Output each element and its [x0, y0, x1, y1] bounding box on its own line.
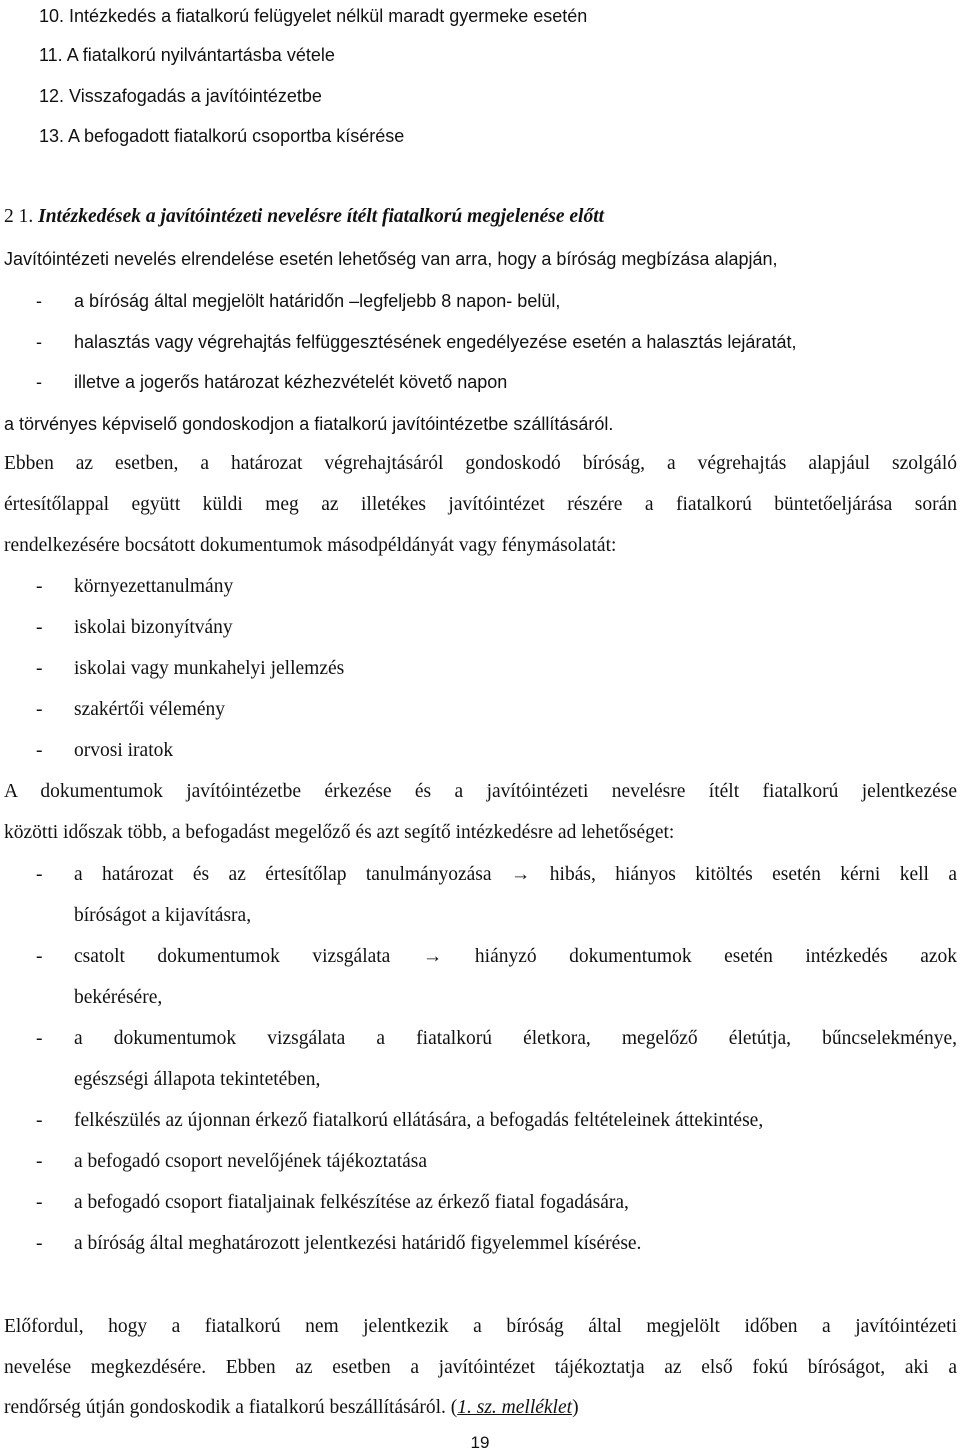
dash-bullet: -	[36, 658, 43, 679]
list-item: 12. Visszafogadás a javítóintézetbe	[39, 86, 322, 106]
list-item: a bíróság által megjelölt határidőn –legfeljebb 8 napon- belül,	[74, 291, 561, 311]
dash-bullet: -	[36, 946, 43, 967]
paragraph-line: Ebben az esetben, a határozat végrehajtásáról gondoskodó bíróság, a végrehajtás alapjául szolgáló	[4, 453, 957, 474]
paragraph-text: rendőrség útján gondoskodik a fiatalkorú beszállításáról. (	[4, 1397, 458, 1418]
page-number: 19	[470, 1433, 490, 1452]
section-title: Intézkedések a javítóintézeti nevelésre ítélt fiatalkorú megjelenése előtt	[38, 206, 605, 227]
paragraph-line: a törvényes képviselő gondoskodjon a fiatalkorú javítóintézetbe szállításáról.	[4, 414, 614, 434]
list-item-continuation: bíróságot a kijavításra,	[74, 905, 252, 926]
section-heading	[4, 205, 604, 229]
dash-bullet: -	[36, 1028, 43, 1049]
list-item: 11. A fiatalkorú nyilvántartásba vétele	[39, 45, 335, 65]
list-item-continuation: bekérésére,	[74, 987, 163, 1008]
paragraph-line: Előfordul, hogy a fiatalkorú nem jelentkezik a bíróság által megjelölt időben a javítóintézeti	[4, 1316, 957, 1337]
list-item-continuation: egészségi állapota tekintetében,	[74, 1069, 321, 1090]
list-item: orvosi iratok	[74, 740, 174, 761]
dash-bullet: -	[36, 291, 42, 311]
list-item: 10. Intézkedés a fiatalkorú felügyelet nélkül maradt gyermeke esetén	[39, 6, 588, 26]
list-item: halasztás vagy végrehajtás felfüggesztésének engedélyezése esetén a halasztás lejáratát,	[74, 332, 797, 352]
list-item: a dokumentumok vizsgálata a fiatalkorú életkora, megelőző életútja, bűncselekménye,	[74, 1028, 957, 1049]
paragraph-line: A dokumentumok javítóintézetbe érkezése és a javítóintézeti nevelésre ítélt fiatalkorú jelentkezése	[4, 781, 957, 802]
list-item: 13. A befogadott fiatalkorú csoportba kísérése	[39, 126, 405, 146]
list-item: illetve a jogerős határozat kézhezvételét követő napon	[74, 372, 508, 392]
paragraph-text: )	[572, 1397, 579, 1418]
list-item: a befogadó csoport fiataljainak felkészítése az érkező fiatal fogadására,	[74, 1192, 629, 1213]
dash-bullet: -	[36, 576, 43, 597]
dash-bullet: -	[36, 740, 43, 761]
dash-bullet: -	[36, 332, 42, 352]
list-item: környezettanulmány	[74, 576, 234, 597]
dash-bullet: -	[36, 617, 43, 638]
paragraph-line: nevelése megkezdésére. Ebben az esetben a javítóintézet tájékoztatja az első fokú bíróságot, aki a	[4, 1357, 957, 1378]
dash-bullet: -	[36, 1192, 43, 1213]
list-item: a bíróság által meghatározott jelentkezési határidő figyelemmel kísérése.	[74, 1233, 642, 1254]
list-item: csatolt dokumentumok vizsgálata → hiányzó dokumentumok esetén intézkedés azok	[74, 946, 957, 967]
paragraph-line	[4, 1396, 579, 1420]
list-item: a befogadó csoport nevelőjének tájékoztatása	[74, 1151, 428, 1172]
list-item: a határozat és az értesítőlap tanulmányozása → hibás, hiányos kitöltés esetén kérni kell a	[74, 864, 957, 885]
paragraph-line: Javítóintézeti nevelés elrendelése esetén lehetőség van arra, hogy a bíróság megbízása alapján,	[4, 249, 778, 269]
list-item: iskolai vagy munkahelyi jellemzés	[74, 658, 345, 679]
annex-link[interactable]: 1. sz. melléklet	[457, 1397, 573, 1418]
dash-bullet: -	[36, 372, 42, 392]
paragraph-line: értesítőlappal együtt küldi meg az illetékes javítóintézet részére a fiatalkorú büntetőeljárása során	[4, 494, 957, 515]
list-item: szakértői vélemény	[74, 699, 226, 720]
list-item: iskolai bizonyítvány	[74, 617, 233, 638]
list-item: felkészülés az újonnan érkező fiatalkorú ellátására, a befogadás feltételeinek áttekintése,	[74, 1110, 764, 1131]
dash-bullet: -	[36, 1151, 43, 1172]
paragraph-line: közötti időszak több, a befogadást megelőző és azt segítő intézkedésre ad lehetőséget:	[4, 822, 675, 843]
paragraph-line: rendelkezésére bocsátott dokumentumok másodpéldányát vagy fénymásolatát:	[4, 535, 617, 556]
dash-bullet: -	[36, 864, 43, 885]
dash-bullet: -	[36, 1233, 43, 1254]
dash-bullet: -	[36, 699, 43, 720]
section-number: 2 1.	[4, 206, 34, 227]
dash-bullet: -	[36, 1110, 43, 1131]
